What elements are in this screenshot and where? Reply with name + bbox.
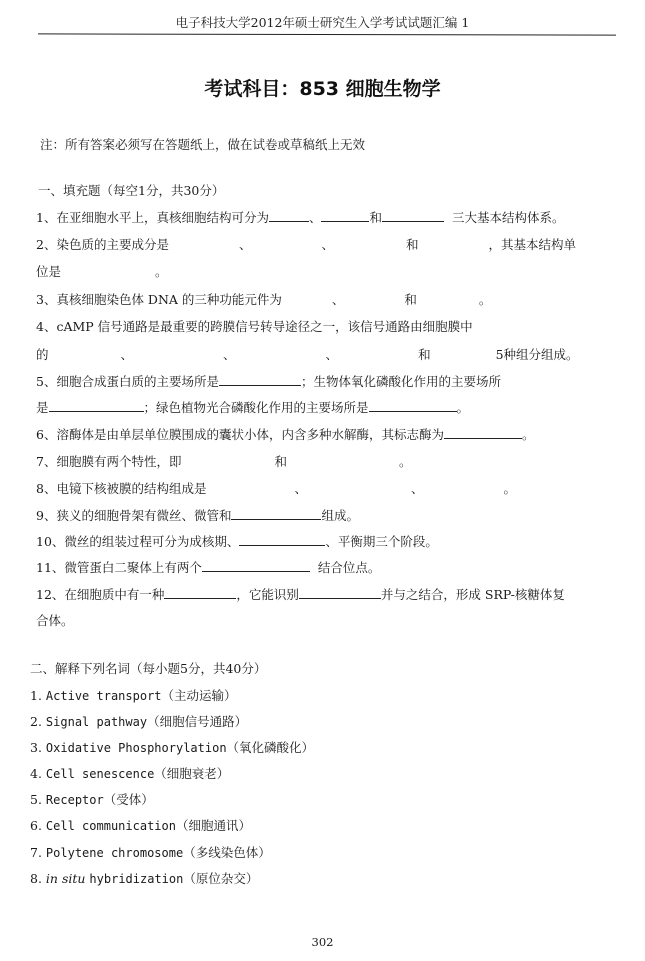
q4-sep: 、 (325, 347, 339, 362)
question-2-cont (36, 262, 168, 280)
q3-text: 3、真核细胞染色体 DNA 的三种功能元件为 (36, 292, 282, 307)
term-english: Cell communication (45, 819, 176, 833)
q2-text: 2、染色质的主要成分是 (36, 237, 169, 252)
answer-blank[interactable] (202, 559, 310, 572)
q8-text: 8、电镜下核被膜的结构组成是 (36, 481, 207, 496)
exam-note: 注：所有答案必须写在答题纸上，做在试卷或草稿纸上无效 (40, 137, 366, 152)
term-chinese: （细胞信号通路） (147, 714, 248, 729)
question-7 (36, 452, 412, 470)
q7-period: 。 (398, 454, 412, 469)
question-5 (36, 372, 501, 390)
section2-heading: 二、解释下列名词（每小题5分，共40分） (30, 661, 267, 676)
answer-blank[interactable] (299, 586, 381, 599)
term-chinese: （主动运输） (161, 688, 237, 703)
term-item (30, 816, 251, 834)
question-1 (36, 208, 565, 226)
term-item (30, 712, 247, 730)
q2-sep: 、 (321, 237, 334, 252)
term-number: 3. (30, 740, 42, 755)
q5-text-c: ；绿色植物光合磷酸化作用的主要场所是 (143, 400, 369, 415)
answer-blank[interactable] (219, 373, 301, 386)
term-item (30, 764, 229, 782)
q6-period: 。 (521, 427, 535, 442)
q2-and: 和 (406, 237, 419, 252)
page-number: 302 (311, 935, 334, 949)
answer-blank[interactable] (49, 399, 144, 412)
term-item (30, 790, 154, 808)
q12-cont: 合体。 (36, 613, 74, 628)
q11-text: 11、微管蛋白二聚体上有两个 (36, 560, 202, 575)
running-header: 电子科技大学2012年硕士研究生入学考试试题汇编 1 (175, 15, 470, 30)
header-rule (38, 33, 616, 35)
answer-blank[interactable] (239, 533, 325, 546)
q4-sep: 、 (223, 347, 236, 362)
term-chinese: （氧化磷酸化） (226, 740, 315, 755)
page-title: 考试科目：853 细胞生物学 (204, 78, 441, 100)
q1-end: 三大基本结构体系。 (452, 210, 565, 225)
term-english: Active transport (45, 689, 162, 703)
q12-text-c: 并与之结合，形成 SRP-核糖体复 (380, 587, 565, 602)
term-english-italic: in situ (45, 871, 86, 886)
question-12 (36, 585, 565, 603)
term-number: 8. (30, 871, 42, 886)
question-6 (36, 425, 534, 443)
q12-text-b: ，它能识别 (236, 587, 299, 602)
q4-text: 4、cAMP 信号通路是最重要的跨膜信号转导途径之一，该信号通路由细胞膜中 (36, 319, 473, 334)
answer-blank[interactable] (164, 586, 236, 599)
q1-text: 1、在亚细胞水平上，真核细胞结构可分为 (36, 210, 269, 225)
term-english: Signal pathway (45, 715, 148, 729)
question-11 (36, 558, 380, 576)
q8-sep: 、 (294, 481, 307, 496)
term-english: Cell senescence (45, 767, 155, 781)
q6-text: 6、溶酶体是由单层单位膜围成的囊状小体，内含多种水解酶，其标志酶为 (36, 427, 444, 442)
answer-blank[interactable] (321, 209, 369, 222)
answer-blank[interactable] (382, 209, 444, 222)
question-3 (36, 290, 491, 308)
question-8 (36, 479, 516, 497)
q5-text: 5、细胞合成蛋白质的主要场所是 (36, 374, 219, 389)
question-4 (36, 317, 473, 335)
term-item (30, 686, 237, 704)
answer-blank[interactable] (269, 209, 309, 222)
q1-and: 和 (369, 210, 382, 225)
term-number: 2. (30, 714, 42, 729)
term-number: 5. (30, 792, 42, 807)
term-english: Oxidative Phosphorylation (45, 741, 227, 755)
term-chinese: （细胞衰老） (154, 766, 230, 781)
term-english: Receptor (45, 793, 104, 807)
term-item (30, 738, 314, 756)
q3-and: 和 (404, 292, 417, 307)
section1-heading: 一、填充题（每空1分，共30分） (38, 183, 225, 198)
term-number: 1. (30, 688, 42, 703)
q10-end: 、平衡期三个阶段。 (325, 534, 438, 549)
q2-period: 。 (155, 264, 168, 279)
q7-and: 和 (274, 454, 287, 469)
term-number: 4. (30, 766, 42, 781)
q9-text: 9、狭义的细胞骨架有微丝、微管和 (36, 508, 232, 523)
question-9 (36, 506, 359, 524)
q5-period: 。 (456, 400, 470, 415)
question-4-cont (36, 345, 579, 363)
q11-end: 结合位点。 (317, 560, 381, 575)
q7-text: 7、细胞膜有两个特性，即 (36, 454, 182, 469)
q9-end: 组成。 (321, 508, 359, 523)
answer-blank[interactable] (369, 399, 457, 412)
q8-sep: 、 (410, 481, 424, 496)
q8-period: 。 (503, 481, 517, 496)
answer-blank[interactable] (231, 507, 321, 520)
term-number: 6. (30, 818, 42, 833)
q2-end: ，其基本结构单 (488, 237, 577, 252)
term-english: Polytene chromosome (45, 846, 184, 860)
question-12-cont (36, 611, 74, 629)
q5-text-b: ；生物体氧化磷酸化作用的主要场所 (300, 374, 501, 389)
term-item (30, 869, 258, 887)
q2-sep: 、 (238, 237, 252, 252)
term-english: hybridization (89, 872, 184, 886)
question-2 (36, 235, 576, 253)
term-chinese: （受体） (103, 792, 154, 807)
q4-sep: 、 (120, 347, 134, 362)
q4-and: 和 (418, 347, 431, 362)
q1-sep: 、 (308, 210, 322, 225)
q3-sep: 、 (331, 292, 345, 307)
question-10 (36, 532, 438, 550)
answer-blank[interactable] (444, 426, 522, 439)
q12-text: 12、在细胞质中有一种 (36, 587, 165, 602)
term-chinese: （多线染色体） (183, 845, 271, 860)
term-item (30, 843, 271, 861)
q4-cont: 的 (36, 347, 49, 362)
q4-end: 5种组分组成。 (495, 347, 579, 362)
q2-cont: 位是 (36, 264, 62, 279)
term-number: 7. (30, 845, 42, 860)
q5-cont: 是 (36, 400, 49, 415)
term-chinese: （细胞通讯） (175, 818, 251, 833)
q3-period: 。 (478, 292, 492, 307)
q10-text: 10、微丝的组装过程可分为成核期、 (36, 534, 240, 549)
term-chinese: （原位杂交） (183, 871, 259, 886)
question-5-cont (36, 398, 469, 416)
